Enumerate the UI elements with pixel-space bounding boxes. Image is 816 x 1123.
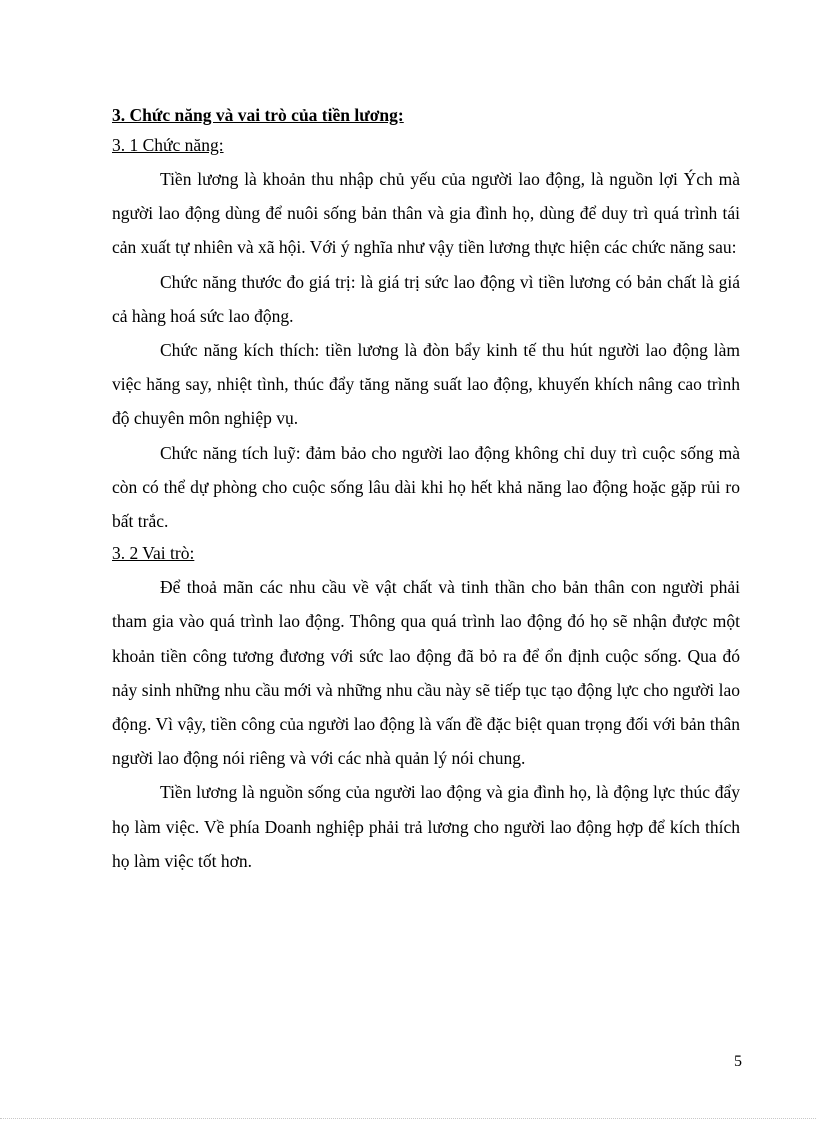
subsection-heading-roles: 3. 2 Vai trò: [112,543,195,564]
page-content [112,100,740,878]
paragraph: Tiền lương là khoản thu nhập chủ yếu của người lao động, là nguồn lợi Ých mà người lao động dùng để nuôi sống bản thân và gia đình họ, dùng để duy trì quá trình tái cản xuất tự nhiên và xã hội. Với ý nghĩa như vậy tiền lương thực hiện các chức năng sau: [112,169,740,258]
paragraph: Để thoả mãn các nhu cầu về vật chất và tinh thần cho bản thân con người phải tham gia vào quá trình lao động. Thông qua quá trình lao động đó họ sẽ nhận được một khoản tiền công tương đương với sức lao động đã bỏ ra để ổn định cuộc sống. Qua đó nảy sinh những nhu cầu mới và những nhu cầu này sẽ tiếp tục tạo động lực cho người lao động. Vì vậy, tiền công của người lao động là vấn đề đặc biệt quan trọng đối với bản thân người lao động nói riêng và với các nhà quản lý nói chung. [112,577,740,769]
paragraph: Chức năng tích luỹ: đảm bảo cho người lao động không chỉ duy trì cuộc sống mà còn có thể dự phòng cho cuộc sống lâu dài khi họ hết khả năng lao động hoặc gặp rủi ro bất trắc. [112,442,740,532]
paragraph: Chức năng thước đo giá trị: là giá trị sức lao động vì tiền lương có bản chất là giá cả hàng hoá sức lao động. [112,271,740,326]
paragraph: Chức năng kích thích: tiền lương là đòn bẩy kinh tế thu hút người lao động làm việc hăng say, nhiệt tình, thúc đẩy tăng năng suất lao động, khuyến khích nâng cao trình độ chuyên môn nghiệp vụ. [112,340,740,429]
section-heading: 3. Chức năng và vai trò của tiền lương: [112,105,404,125]
paragraph: Tiền lương là nguồn sống của người lao động và gia đình họ, là động lực thúc đẩy họ làm việc. Về phía Doanh nghiệp phải trả lương cho người lao động hợp để kích thích họ làm việc tốt hơn. [112,782,740,871]
subsection-heading-functions: 3. 1 Chức năng: [112,135,224,155]
page-number: 5 [734,1053,742,1070]
page-bottom-rule [0,1118,816,1119]
